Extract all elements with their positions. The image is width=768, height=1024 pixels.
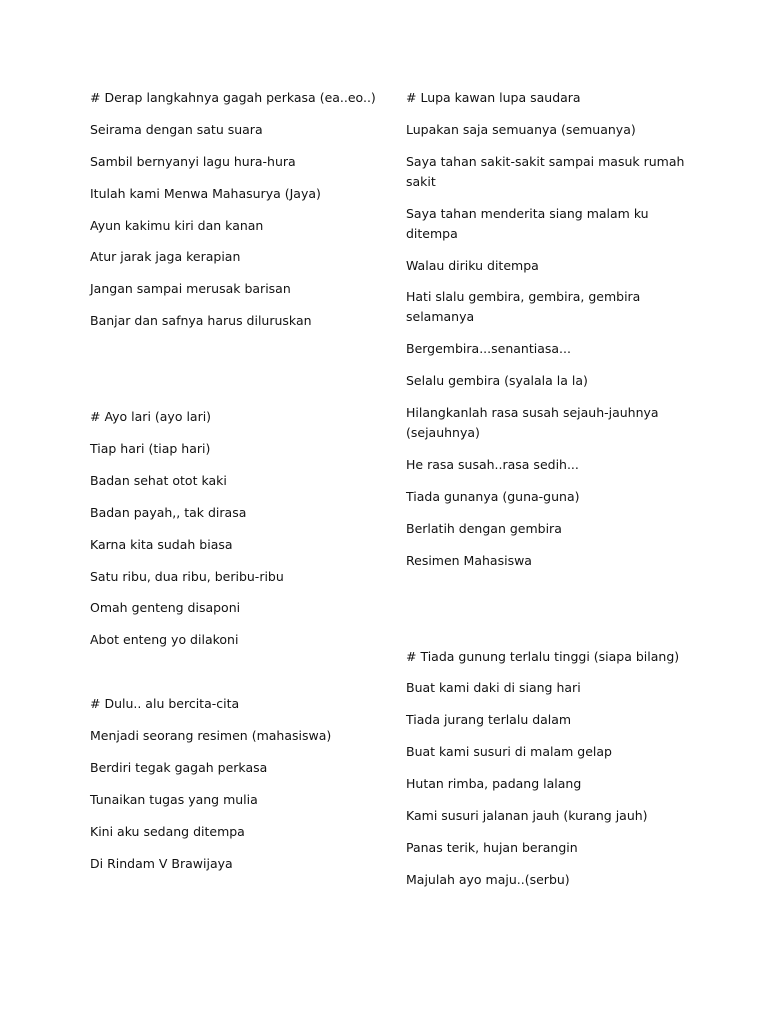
lyric-line: Menjadi seorang resimen (mahasiswa) bbox=[90, 728, 332, 744]
lyric-line: Banjar dan safnya harus diluruskan bbox=[90, 313, 312, 329]
lyric-line: Kini aku sedang ditempa bbox=[90, 823, 245, 839]
lyric-line: Jangan sampai merusak barisan bbox=[90, 281, 291, 297]
lyric-line: Tunaikan tugas yang mulia bbox=[90, 791, 258, 807]
lyric-line: Di Rindam V Brawijaya bbox=[90, 855, 233, 871]
right-column bbox=[406, 88, 696, 902]
lyric-line: Walau diriku ditempa bbox=[406, 257, 539, 273]
lyric-line: He rasa susah..rasa sedih... bbox=[406, 457, 579, 473]
lyric-line: Hutan rimba, padang lalang bbox=[406, 776, 582, 792]
lyric-line: Abot enteng yo dilakoni bbox=[90, 632, 239, 648]
lyric-line: Bergembira...senantiasa... bbox=[406, 341, 571, 357]
lyric-line: Itulah kami Menwa Mahasurya (Jaya) bbox=[90, 185, 321, 201]
lyric-line: Resimen Mahasiswa bbox=[406, 552, 532, 568]
lyric-block-ayo-lari bbox=[90, 407, 390, 650]
lyric-line: Kami susuri jalanan jauh (kurang jauh) bbox=[406, 808, 648, 824]
lyric-line: # Derap langkahnya gagah perkasa (ea..eo..) bbox=[90, 90, 376, 105]
lyric-line: Lupakan saja semuanya (semuanya) bbox=[406, 121, 636, 137]
spacer bbox=[406, 583, 696, 647]
lyric-line: Buat kami susuri di malam gelap bbox=[406, 744, 612, 760]
lyric-block-dulu bbox=[90, 694, 390, 873]
lyric-line: # Tiada gunung terlalu tinggi (siapa bilang) bbox=[406, 648, 680, 664]
lyric-line: Satu ribu, dua ribu, beribu-ribu bbox=[90, 568, 284, 584]
lyric-line: Buat kami daki di siang hari bbox=[406, 680, 581, 696]
spacer bbox=[90, 662, 390, 694]
lyric-line: Ayun kakimu kiri dan kanan bbox=[90, 217, 264, 233]
lyric-line: # Lupa kawan lupa saudara bbox=[406, 90, 581, 105]
lyric-line: # Ayo lari (ayo lari) bbox=[90, 409, 212, 425]
lyric-line: Badan sehat otot kaki bbox=[90, 472, 227, 488]
lyric-line: Omah genteng disaponi bbox=[90, 600, 241, 616]
lyric-line: Saya tahan menderita siang malam ku ditempa bbox=[406, 205, 649, 241]
left-column bbox=[90, 88, 390, 886]
lyric-line: Hati slalu gembira, gembira, gembira selamanya bbox=[406, 289, 641, 325]
lyric-block-tiada-gunung bbox=[406, 647, 696, 890]
lyric-line: Saya tahan sakit-sakit sampai masuk rumah sakit bbox=[406, 153, 685, 189]
lyric-line: Sambil bernyanyi lagu hura-hura bbox=[90, 153, 296, 169]
lyric-line: Berlatih dengan gembira bbox=[406, 520, 562, 536]
lyric-line: Hilangkanlah rasa susah sejauh-jauhnya (sejauhnya) bbox=[406, 405, 659, 441]
lyric-line: # Dulu.. alu bercita-cita bbox=[90, 696, 240, 712]
lyric-line: Berdiri tegak gagah perkasa bbox=[90, 760, 268, 776]
lyric-line: Tiada jurang terlalu dalam bbox=[406, 712, 572, 728]
lyric-line: Seirama dengan satu suara bbox=[90, 121, 263, 137]
lyric-block-derap bbox=[90, 88, 390, 331]
spacer bbox=[90, 343, 390, 407]
lyric-line: Atur jarak jaga kerapian bbox=[90, 249, 241, 265]
lyric-line: Tiada gunanya (guna-guna) bbox=[406, 488, 580, 504]
lyric-line: Tiap hari (tiap hari) bbox=[90, 441, 211, 457]
lyric-line: Badan payah,, tak dirasa bbox=[90, 504, 247, 520]
lyric-line: Karna kita sudah biasa bbox=[90, 536, 233, 552]
lyric-line: Majulah ayo maju..(serbu) bbox=[406, 871, 570, 887]
lyric-line: Selalu gembira (syalala la la) bbox=[406, 373, 588, 389]
lyric-block-lupa-kawan bbox=[406, 88, 696, 571]
lyric-line: Panas terik, hujan berangin bbox=[406, 839, 578, 855]
